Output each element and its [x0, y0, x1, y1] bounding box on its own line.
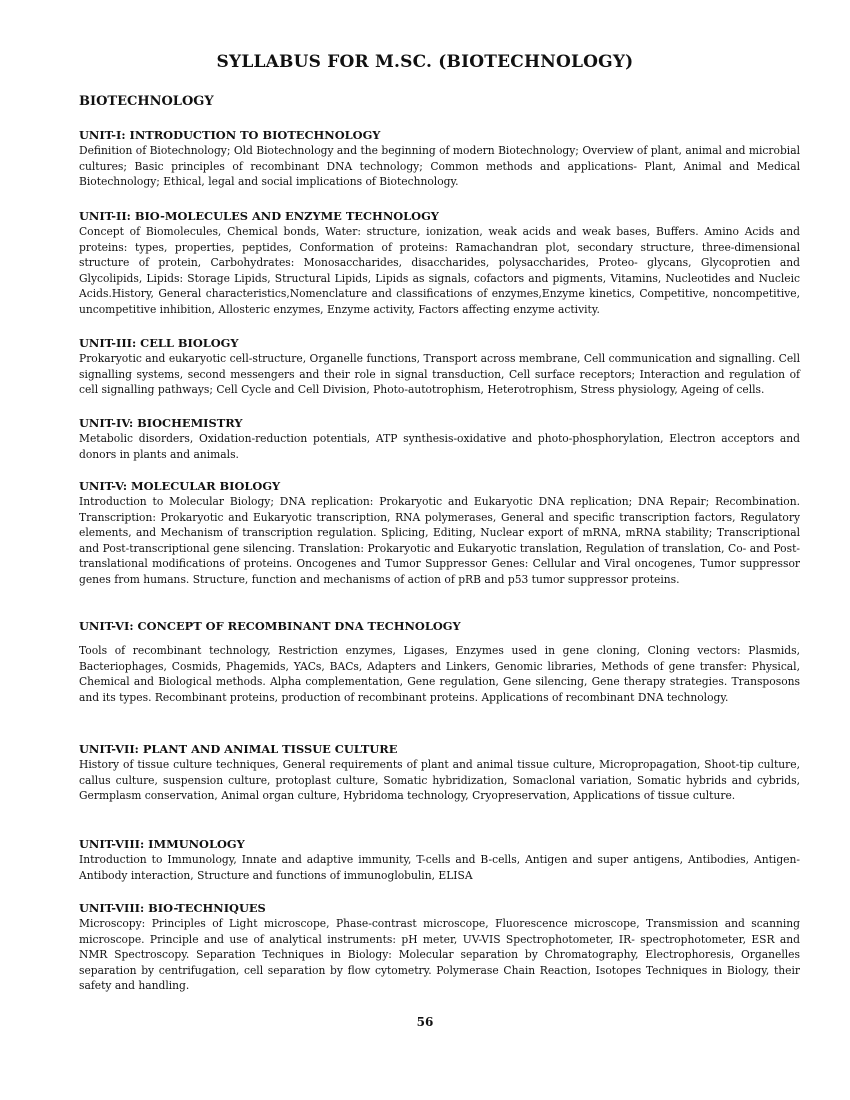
unit-body: Microscopy: Principles of Light microscope, Phase-contrast microscope, Fluorescence microscope, Transmission and scanning microscope. Principle and use of analytical instruments: pH meter, UV-VIS Spectrophotometer, IR- spectrophotometer, ESR and NMR Spectroscopy. Separation Techniques in Biology: Molecular separation by Chromatography, Electrophoresis, Organelles separation by centrifugation, cell separation by flow cytometry. Polymerase Chain Reaction, Isotopes Techniques in Biology, their safety and handling. [79, 917, 800, 993]
unit-body: Introduction to Molecular Biology; DNA replication: Prokaryotic and Eukaryotic DNA replication; DNA Repair; Recombination. Transcription: Prokaryotic and Eukaryotic transcription, RNA polymerases, General and specific transcription factors, Regulatory elements, and Mechanism of transcription regulation. Splicing, Editing, Nuclear export of mRNA, mRNA stability; Transcriptional and Post-transcriptional gene silencing. Translation: Prokaryotic and Eukaryotic translation, Regulation of translation, Co- and Post- translational modifications of proteins. Oncogenes and Tumor Suppressor Genes: Cellular and Viral oncogenes, Tumor suppressor genes from humans. Structure, function and mechanisms of action of pRB and p53 tumor suppressor proteins. [79, 495, 800, 586]
unit-heading: UNIT-V: MOLECULAR BIOLOGY [79, 479, 281, 493]
unit-body: Tools of recombinant technology, Restriction enzymes, Ligases, Enzymes used in gene cloning, Cloning vectors: Plasmids, Bacteriophages, Cosmids, Phagemids, YACs, BACs, Adapters and Linkers, Genomic libraries, Methods of gene transfer: Physical, Chemical and Biological methods. Alpha complementation, Gene regulation, Gene silencing, Gene therapy strategies. Transposons and its types. Recombinant proteins, production of recombinant proteins. Applications of recombinant DNA technology. [79, 644, 800, 704]
unit-section [79, 837, 800, 901]
unit-section [79, 742, 800, 837]
unit-heading: UNIT-VI: CONCEPT OF RECOMBINANT DNA TECHNOLOGY [79, 619, 461, 633]
unit-heading: UNIT-II: BIO-MOLECULES AND ENZYME TECHNOLOGY [79, 209, 439, 223]
unit-body: Concept of Biomolecules, Chemical bonds, Water: structure, ionization, weak acids and weak bases, Buffers. Amino Acids and proteins: types, properties, peptides, Conformation of proteins: Ramachandran plot, secondary structure, three-dimensional structure of protein, Carbohydrates: Monosaccharides, disaccharides, polysaccharides, Proteo- glycans, Glycoprotien and Glycolipids, Lipids: Storage Lipids, Structural Lipids, Lipids as signals, cofactors and pigments, Vitamins, Nucleotides and Nucleic Acids.History, General characteristics,Nomenclature and classifications of enzymes,Enzyme kinetics, Competitive, noncompetitive, uncompetitive inhibition, Allosteric enzymes, Enzyme activity, Factors affecting enzyme activity. [79, 225, 800, 316]
unit-body: History of tissue culture techniques, General requirements of plant and animal tissue culture, Micropropagation, Shoot-tip culture, callus culture, suspension culture, protoplast culture, Somatic hybridization, Somaclonal variation, Somatic hybrids and cybrids, Germplasm conservation, Animal organ culture, Hybridoma technology, Cryopreservation, Applications of tissue culture. [79, 758, 800, 803]
unit-section [79, 128, 800, 209]
unit-body: Definition of Biotechnology; Old Biotechnology and the beginning of modern Biotechnology; Overview of plant, animal and microbial cultures; Basic principles of recombinant DNA technology; Common methods and applications- Plant, Animal and Medical Biotechnology; Ethical, legal and social implications of Biotechnology. [79, 144, 800, 189]
unit-section [79, 619, 800, 742]
unit-heading: UNIT-VII: PLANT AND ANIMAL TISSUE CULTURE [79, 742, 398, 756]
units-list [79, 128, 800, 994]
page-title: SYLLABUS FOR M.SC. (BIOTECHNOLOGY) [216, 52, 634, 72]
unit-section [79, 209, 800, 336]
unit-body: Metabolic disorders, Oxidation-reduction potentials, ATP synthesis-oxidative and photo-phosphorylation, Electron acceptors and donors in plants and animals. [79, 432, 800, 461]
unit-section [79, 416, 800, 479]
unit-section [79, 479, 800, 619]
unit-body: Prokaryotic and eukaryotic cell-structure, Organelle functions, Transport across membrane, Cell communication and signalling. Cell signalling systems, second messengers and their role in signal transduction, Cell surface receptors; Interaction and regulation of cell signalling pathways; Cell Cycle and Cell Division, Photo-autotrophism, Heterotrophism, Stress physiology, Ageing of cells. [79, 352, 800, 397]
unit-section [79, 336, 800, 416]
unit-heading: UNIT-VIII: IMMUNOLOGY [79, 837, 245, 851]
unit-body: Introduction to Immunology, Innate and adaptive immunity, T-cells and B-cells, Antigen and super antigens, Antibodies, Antigen-Antibody interaction, Structure and functions of immunoglobulin, ELISA [79, 853, 800, 882]
unit-section [79, 901, 800, 994]
unit-heading: UNIT-IV: BIOCHEMISTRY [79, 416, 243, 430]
unit-heading: UNIT-I: INTRODUCTION TO BIOTECHNOLOGY [79, 128, 381, 142]
subject-heading: BIOTECHNOLOGY [79, 94, 214, 109]
unit-heading: UNIT-VIII: BIO-TECHNIQUES [79, 901, 266, 915]
page-number: 56 [416, 1015, 434, 1029]
unit-heading: UNIT-III: CELL BIOLOGY [79, 336, 239, 350]
